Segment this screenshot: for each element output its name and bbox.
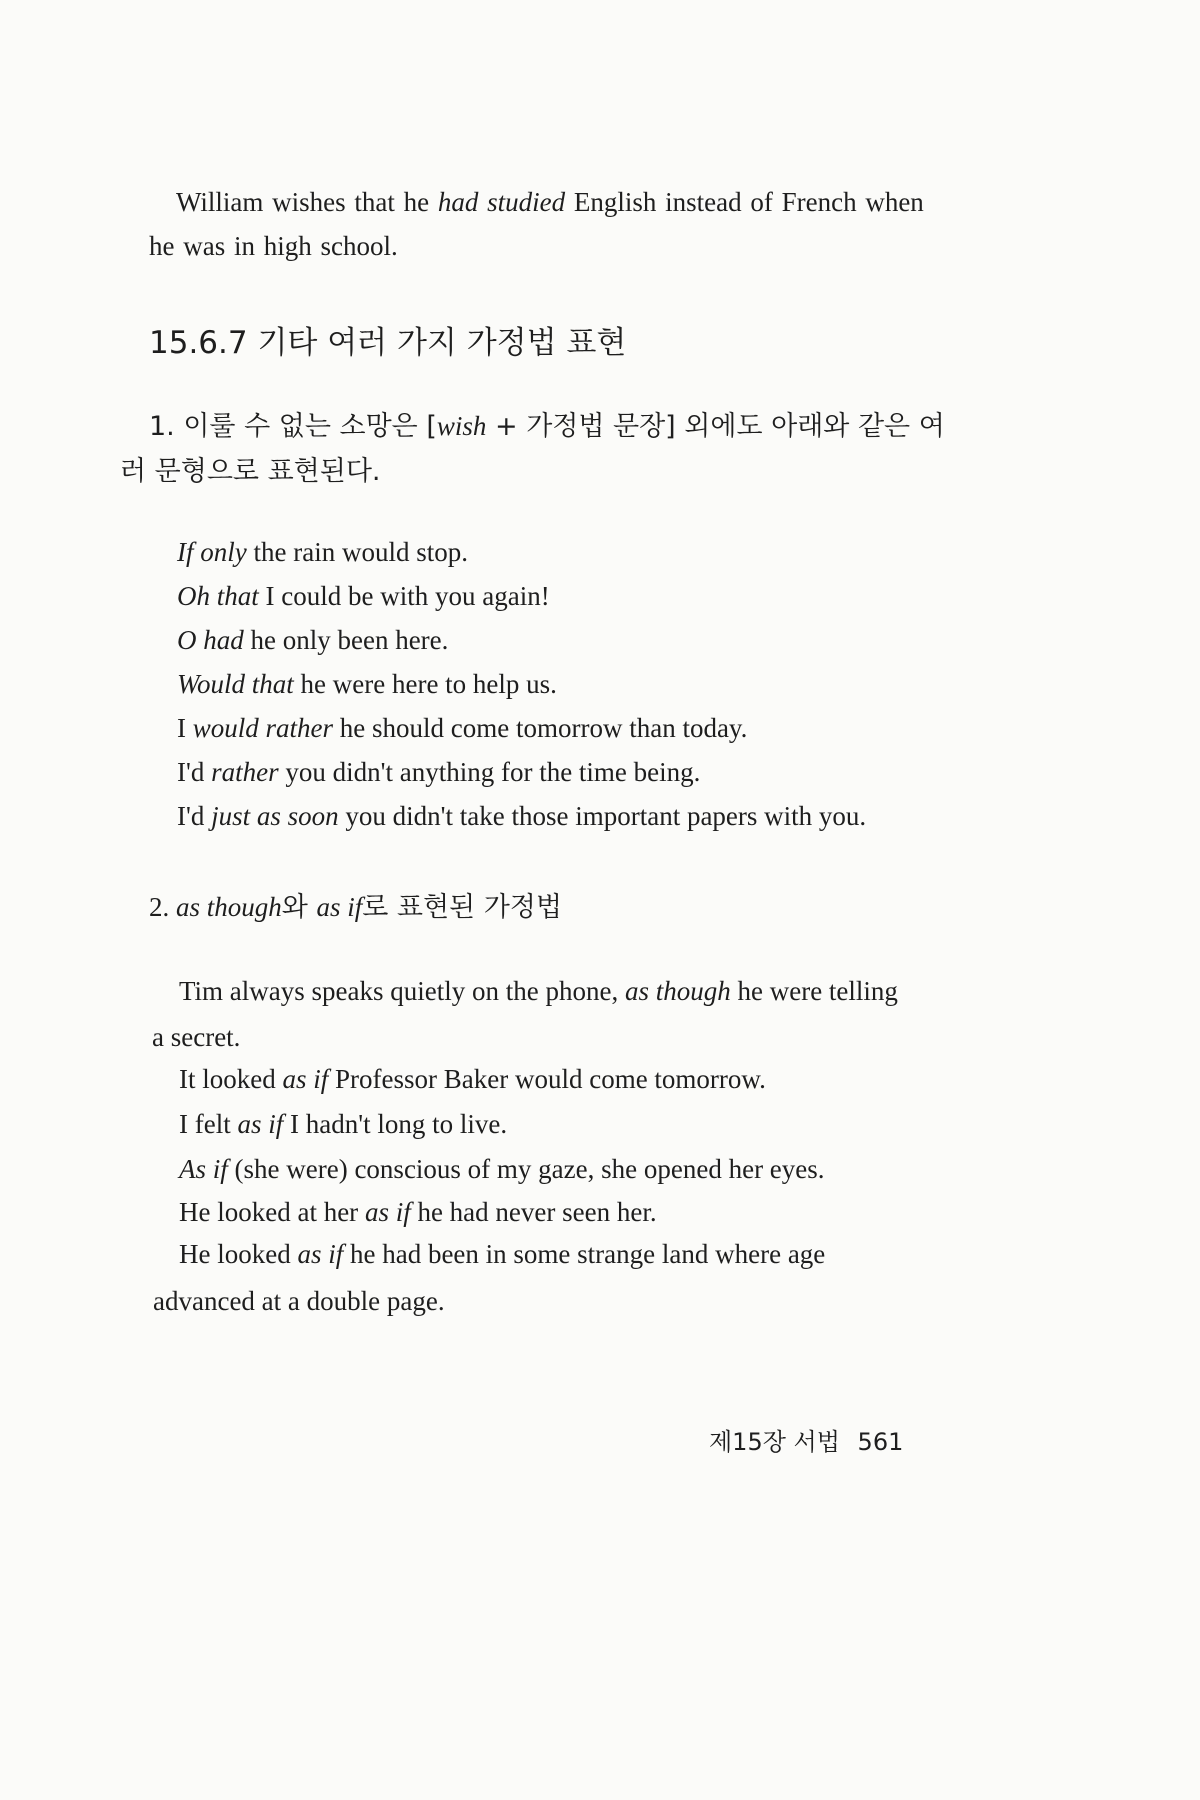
intro-text-2: English instead of French when [565,187,924,217]
example2-post: he were telling [730,976,898,1006]
item1-wish: wish [436,411,487,441]
example1-post: you didn't anything for the time being. [278,757,701,787]
page-number: 561 [857,1428,904,1456]
example2-continuation: advanced at a double page. [153,1286,445,1316]
item2-italic-1: as though [176,892,282,922]
item1-text-b: + 가정법 문장] 외에도 아래와 같은 여 [486,411,945,442]
example1-row [177,536,468,568]
intro-line-1 [176,186,924,218]
item1-line-1 [149,410,945,443]
example2-post: he had been in some strange land where age [343,1239,826,1269]
example1-pre: I'd [177,757,212,787]
example2-post: (she were) conscious of my gaze, she opened her eyes. [227,1154,825,1184]
example1-post: the rain would stop. [246,537,468,567]
example1-italic: Would that [177,669,294,699]
example2-italic: as if [364,1197,411,1227]
example2-italic: as if [282,1064,329,1094]
example2-italic: as if [237,1109,284,1139]
example2-row [179,1153,825,1185]
example2-row [179,1108,507,1140]
intro-line-2 [149,230,398,262]
section-title: 15.6.7 기타 여러 가지 가정법 표현 [149,325,627,361]
example1-italic: rather [211,757,279,787]
example2-post: I hadn't long to live. [283,1109,508,1139]
example1-row [177,712,747,744]
item2-korean-2: 로 표현된 가정법 [362,892,562,923]
example1-post: he only been here. [243,625,449,655]
example1-row [177,624,448,656]
example1-post: you didn't take those important papers with you. [338,801,867,831]
example1-italic: O had [177,625,244,655]
item2-italic-2: as if [316,892,363,922]
example2-italic: as if [297,1239,344,1269]
example1-row [177,800,866,832]
page-footer [709,1422,903,1457]
example1-italic: just as soon [211,801,339,831]
item1-line-2: 러 문형으로 표현된다. [120,456,381,487]
example2-pre: It looked [179,1064,283,1094]
example2-italic: as though [624,976,731,1006]
intro-italic: had studied [437,187,566,217]
chapter-label: 제15장 서법 [709,1428,840,1456]
item2-korean-1: 와 [281,892,317,923]
example1-pre: I [177,713,193,743]
example2-row [179,1238,825,1270]
example2-pre: He looked at her [179,1197,365,1227]
example2-row [179,1063,766,1095]
item1-text-a: 1. 이룰 수 없는 소망은 [ [149,411,437,442]
example2-row [179,1196,657,1228]
example1-italic: Oh that [177,581,259,611]
example2-post: Professor Baker would come tomorrow. [328,1064,766,1094]
example2-pre: Tim always speaks quietly on the phone, [179,976,625,1006]
example1-row [177,668,557,700]
item2-num: 2. [149,892,176,922]
example2-pre: He looked [179,1239,298,1269]
example1-post: he should come tomorrow than today. [333,713,748,743]
example2-row [179,975,898,1007]
example1-post: I could be with you again! [258,581,550,611]
example2-pre: I felt [179,1109,238,1139]
example2-italic: As if [179,1154,228,1184]
example1-pre: I'd [177,801,212,831]
example1-row [177,580,550,612]
intro-text-3: he was in high school. [149,231,398,261]
intro-text-1: William wishes that he [176,187,438,217]
example2-post: he had never seen her. [410,1197,657,1227]
example2-continuation: a secret. [152,1022,241,1052]
item2-heading [149,891,562,924]
example1-italic: If only [177,537,247,567]
example1-row [177,756,700,788]
example1-post: he were here to help us. [293,669,557,699]
example1-italic: would rather [192,713,334,743]
